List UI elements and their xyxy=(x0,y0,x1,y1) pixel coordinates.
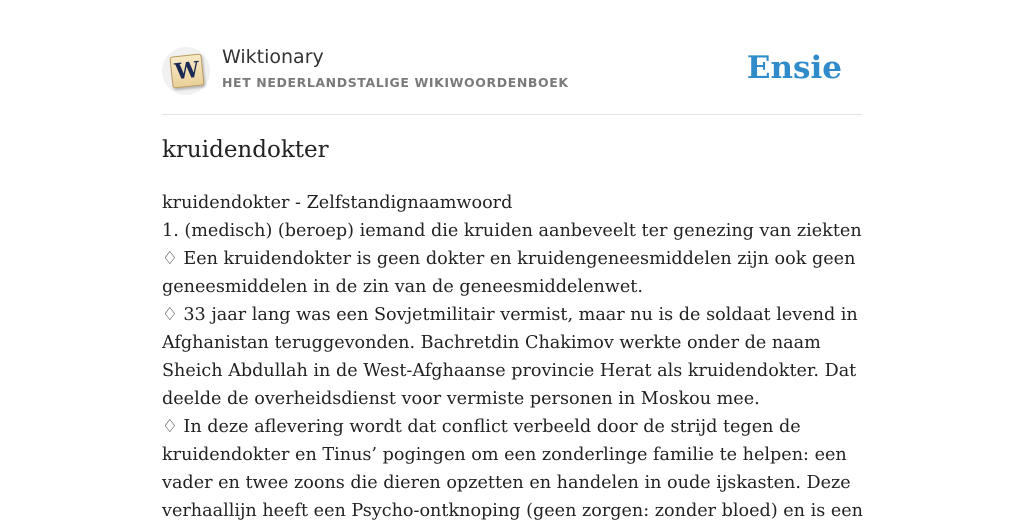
logo-tile: W xyxy=(169,53,204,88)
site-header xyxy=(162,44,862,115)
example-sentence: ♢ 33 jaar lang was een Sovjetmilitair vermist, maar nu is de soldaat levend in Afghanistan teruggevonden. Bachretdin Chakimov werkte onder de naam Sheich Abdullah in de West-Afghaanse provincie Herat als kruidendokter. Dat deelde de overheidsdienst voor vermiste personen in Moskou mee. xyxy=(162,305,858,409)
part-of-speech-line: kruidendokter - Zelfstandignaamwoord xyxy=(162,193,513,213)
example-sentence: ♢ In deze aflevering wordt dat conflict verbeeld door de strijd tegen de kruidendokter en Tinus’ pogingen om een zonderlinge familie te helpen: een vader en twee zoons die dieren opzetten en handelen in oude ijskasten. Deze verhaallijn heeft een Psycho-ontknoping (geen zorgen: zonder bloed) en is een xyxy=(162,417,864,521)
example-sentence: ♢ Een kruidendokter is geen dokter en kruidengeneesmiddelen zijn ook geen geneesmiddelen in de zin van de geneesmiddelenwet. xyxy=(162,249,856,297)
site-subtitle: HET NEDERLANDSTALIGE WIKIWOORDENBOEK xyxy=(222,75,569,90)
ensie-brand-link[interactable]: Ensie xyxy=(746,50,842,86)
entry-content xyxy=(162,189,867,525)
wiktionary-logo-icon[interactable] xyxy=(162,47,210,95)
definition-line: 1. (medisch) (beroep) iemand die kruiden aanbeveelt ter genezing van ziekten xyxy=(162,221,862,241)
site-title[interactable]: Wiktionary xyxy=(222,46,324,68)
page-title: kruidendokter xyxy=(162,137,329,163)
